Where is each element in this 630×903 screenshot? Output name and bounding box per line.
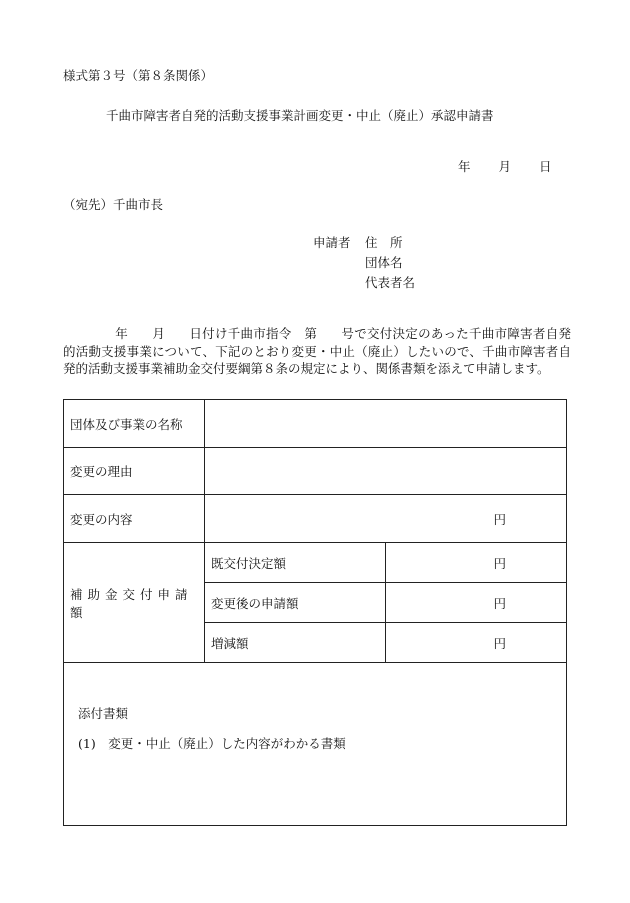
application-table [63,399,567,826]
subsidy-amount-field[interactable]: 円 [386,623,567,663]
reason-field[interactable] [205,448,567,495]
subsidy-amount-field[interactable]: 円 [386,583,567,623]
body-paragraph [63,325,571,378]
document-title: 千曲市障害者自発的活動支援事業計画変更・中止（廃止）承認申請書 [106,108,494,123]
subsidy-row-label: 増減額 [205,623,386,663]
name-field[interactable] [205,400,567,448]
name-label: 団体及び事業の名称 [64,400,205,448]
date-year: 年 [458,159,471,174]
reason-label: 変更の理由 [64,448,205,495]
subsidy-label: 補助金交付申請額 [64,543,205,663]
form-label: 様式第３号（第８条関係） [63,68,214,83]
applicant-block [313,233,415,293]
body-month: 月 [152,326,166,341]
attachment-title: 添付書類 [78,706,129,721]
addressee: （宛先）千曲市長 [63,197,164,212]
content-field[interactable]: 円 [205,495,567,543]
body-part1: 日付け千曲市指令 第 [189,326,318,341]
subsidy-row-label: 変更後の申請額 [205,583,386,623]
applicant-role: 申請者 [313,235,351,250]
date-line [458,157,552,175]
date-day: 日 [539,159,552,174]
content-label: 変更の内容 [64,495,205,543]
body-part2: 号で交付決定のあった千曲市障害者自発的活動支援事業について、下記のとおり変更・中止（廃止）したいので、千曲市障害者自発的活動支援事業補助金交付要綱第８条の規定により、関係書類を添えて申請します。 [63,326,571,376]
address-label: 住 所 [365,235,403,250]
group-label: 団体名 [365,255,403,270]
attachment-item: (1) 変更・中止（廃止）した内容がわかる書類 [78,736,346,751]
body-year: 年 [115,326,129,341]
rep-label: 代表者名 [365,275,416,290]
attachment-cell [64,663,567,826]
subsidy-row-label: 既交付決定額 [205,543,386,583]
subsidy-amount-field[interactable]: 円 [386,543,567,583]
date-month: 月 [498,159,512,174]
